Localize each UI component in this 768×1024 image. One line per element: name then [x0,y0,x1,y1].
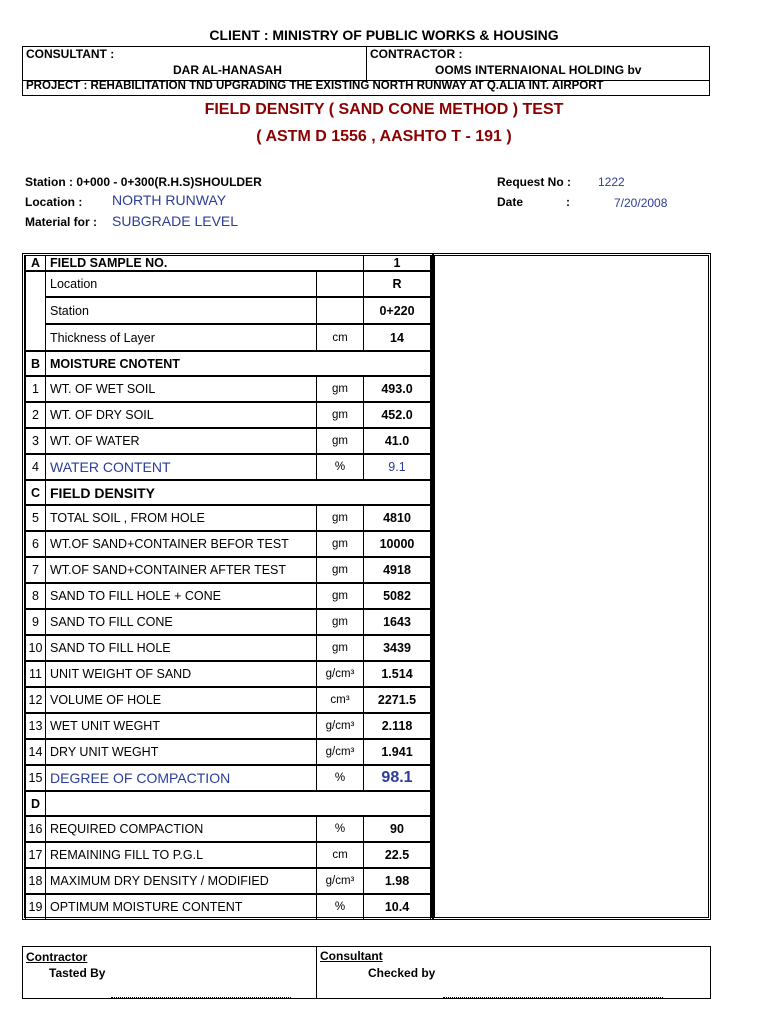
contractor-sign-label: Contractor [26,950,88,964]
row-unit: g/cm³ [316,713,364,739]
location-label: Location : [25,195,83,209]
row-number: 19 [25,894,46,920]
row-unit: cm [316,842,364,868]
sample-row-label: Location [45,271,317,297]
remarks-frame [432,253,711,920]
checked-by-label: Checked by [368,966,436,980]
signature-box [22,946,711,999]
section-title: FIELD DENSITY [45,480,431,505]
sample-row-unit: cm [316,324,364,351]
row-unit: % [316,454,364,480]
row-unit: % [316,765,364,791]
row-label: SAND TO FILL CONE [45,609,317,635]
row-unit: g/cm³ [316,739,364,765]
row-value: 1.514 [363,661,431,687]
row-number: 8 [25,583,46,609]
row-label: WT.OF SAND+CONTAINER AFTER TEST [45,557,317,583]
row-number: 9 [25,609,46,635]
section-letter: C [25,480,46,505]
row-value: 452.0 [363,402,431,428]
request-value: 1222 [598,175,625,189]
row-label: WATER CONTENT [45,454,317,480]
row-value: 22.5 [363,842,431,868]
consultant-value: DAR AL-HANASAH [173,63,282,77]
row-unit: g/cm³ [316,661,364,687]
report-title: FIELD DENSITY ( SAND CONE METHOD ) TEST [204,101,564,118]
row-unit: gm [316,557,364,583]
row-number: 15 [25,765,46,791]
checked-by-line [443,997,663,998]
sample-number: 1 [363,255,431,271]
row-number: 13 [25,713,46,739]
date-colon: : [566,195,570,209]
tested-by-line [111,997,291,998]
row-unit: gm [316,635,364,661]
project-header-box [22,46,710,96]
section-letter: A [25,255,46,271]
consultant-sign-label: Consultant [320,949,383,963]
section-letter: D [25,791,46,816]
row-unit: gm [316,428,364,454]
section-a-margin [25,271,46,351]
row-value: 493.0 [363,376,431,402]
row-unit: gm [316,376,364,402]
row-value: 1.98 [363,868,431,894]
material-value: SUBGRADE LEVEL [112,213,239,229]
row-label: UNIT WEIGHT OF SAND [45,661,317,687]
client-line: CLIENT : MINISTRY OF PUBLIC WORKS & HOUSING [209,27,559,43]
row-number: 10 [25,635,46,661]
row-unit: gm [316,531,364,557]
row-unit: % [316,816,364,842]
row-unit: gm [316,402,364,428]
row-value: 41.0 [363,428,431,454]
consultant-label: CONSULTANT : [26,47,115,61]
row-label: WT. OF WET SOIL [45,376,317,402]
material-label: Material for : [25,215,98,229]
sample-row-unit [316,297,364,324]
row-unit: % [316,894,364,920]
section-letter: B [25,351,46,376]
request-label: Request No : [497,175,572,189]
sample-row-value: R [363,271,431,297]
row-number: 2 [25,402,46,428]
row-number: 17 [25,842,46,868]
row-label: VOLUME OF HOLE [45,687,317,713]
row-number: 12 [25,687,46,713]
row-number: 11 [25,661,46,687]
tested-by-label: Tasted By [49,966,106,980]
contractor-value: OOMS INTERNAIONAL HOLDING bv [435,63,642,77]
row-label: DEGREE OF COMPACTION [45,765,317,791]
sample-row-label: Station [45,297,317,324]
row-number: 7 [25,557,46,583]
row-value: 9.1 [363,454,431,480]
row-value: 1643 [363,609,431,635]
sample-row-value: 0+220 [363,297,431,324]
row-number: 16 [25,816,46,842]
row-unit: g/cm³ [316,868,364,894]
row-number: 18 [25,868,46,894]
date-label: Date [497,195,524,209]
row-number: 14 [25,739,46,765]
project-line: PROJECT : REHABILITATION TND UPGRADING THE EXISTING NORTH RUNWAY AT Q.ALIA INT. AIRPORT [26,80,604,92]
row-unit: gm [316,583,364,609]
row-label: TOTAL SOIL , FROM HOLE [45,505,317,531]
row-label: SAND TO FILL HOLE [45,635,317,661]
sample-row-label: Thickness of Layer [45,324,317,351]
row-number: 5 [25,505,46,531]
date-value: 7/20/2008 [614,196,668,210]
row-number: 6 [25,531,46,557]
row-label: WT.OF SAND+CONTAINER BEFOR TEST [45,531,317,557]
section-title: MOISTURE CNOTENT [45,351,431,376]
signature-divider [316,947,317,998]
row-label: WET UNIT WEGHT [45,713,317,739]
row-number: 4 [25,454,46,480]
row-label: OPTIMUM MOISTURE CONTENT [45,894,317,920]
report-standard: ( ASTM D 1556 , AASHTO T - 191 ) [256,128,512,145]
contractor-label: CONTRACTOR : [370,47,463,61]
row-label: SAND TO FILL HOLE + CONE [45,583,317,609]
row-label: REQUIRED COMPACTION [45,816,317,842]
row-value: 4918 [363,557,431,583]
row-unit: cm³ [316,687,364,713]
row-label: WT. OF DRY SOIL [45,402,317,428]
row-label: MAXIMUM DRY DENSITY / MODIFIED [45,868,317,894]
sample-row-unit [316,271,364,297]
row-value: 10000 [363,531,431,557]
row-number: 3 [25,428,46,454]
row-value: 2.118 [363,713,431,739]
row-value: 2271.5 [363,687,431,713]
row-value: 3439 [363,635,431,661]
header-divider [366,47,367,80]
row-label: REMAINING FILL TO P.G.L [45,842,317,868]
row-label: DRY UNIT WEGHT [45,739,317,765]
row-value: 5082 [363,583,431,609]
section-title: FIELD SAMPLE NO. [45,255,364,271]
row-unit: gm [316,505,364,531]
row-value: 90 [363,816,431,842]
row-value: 10.4 [363,894,431,920]
section-title [45,791,431,816]
row-value: 1.941 [363,739,431,765]
station-line: Station : 0+000 - 0+300(R.H.S)SHOULDER [25,175,262,189]
location-value: NORTH RUNWAY [112,192,227,208]
row-value: 4810 [363,505,431,531]
row-number: 1 [25,376,46,402]
row-value: 98.1 [363,765,431,791]
row-unit: gm [316,609,364,635]
sample-row-value: 14 [363,324,431,351]
row-label: WT. OF WATER [45,428,317,454]
